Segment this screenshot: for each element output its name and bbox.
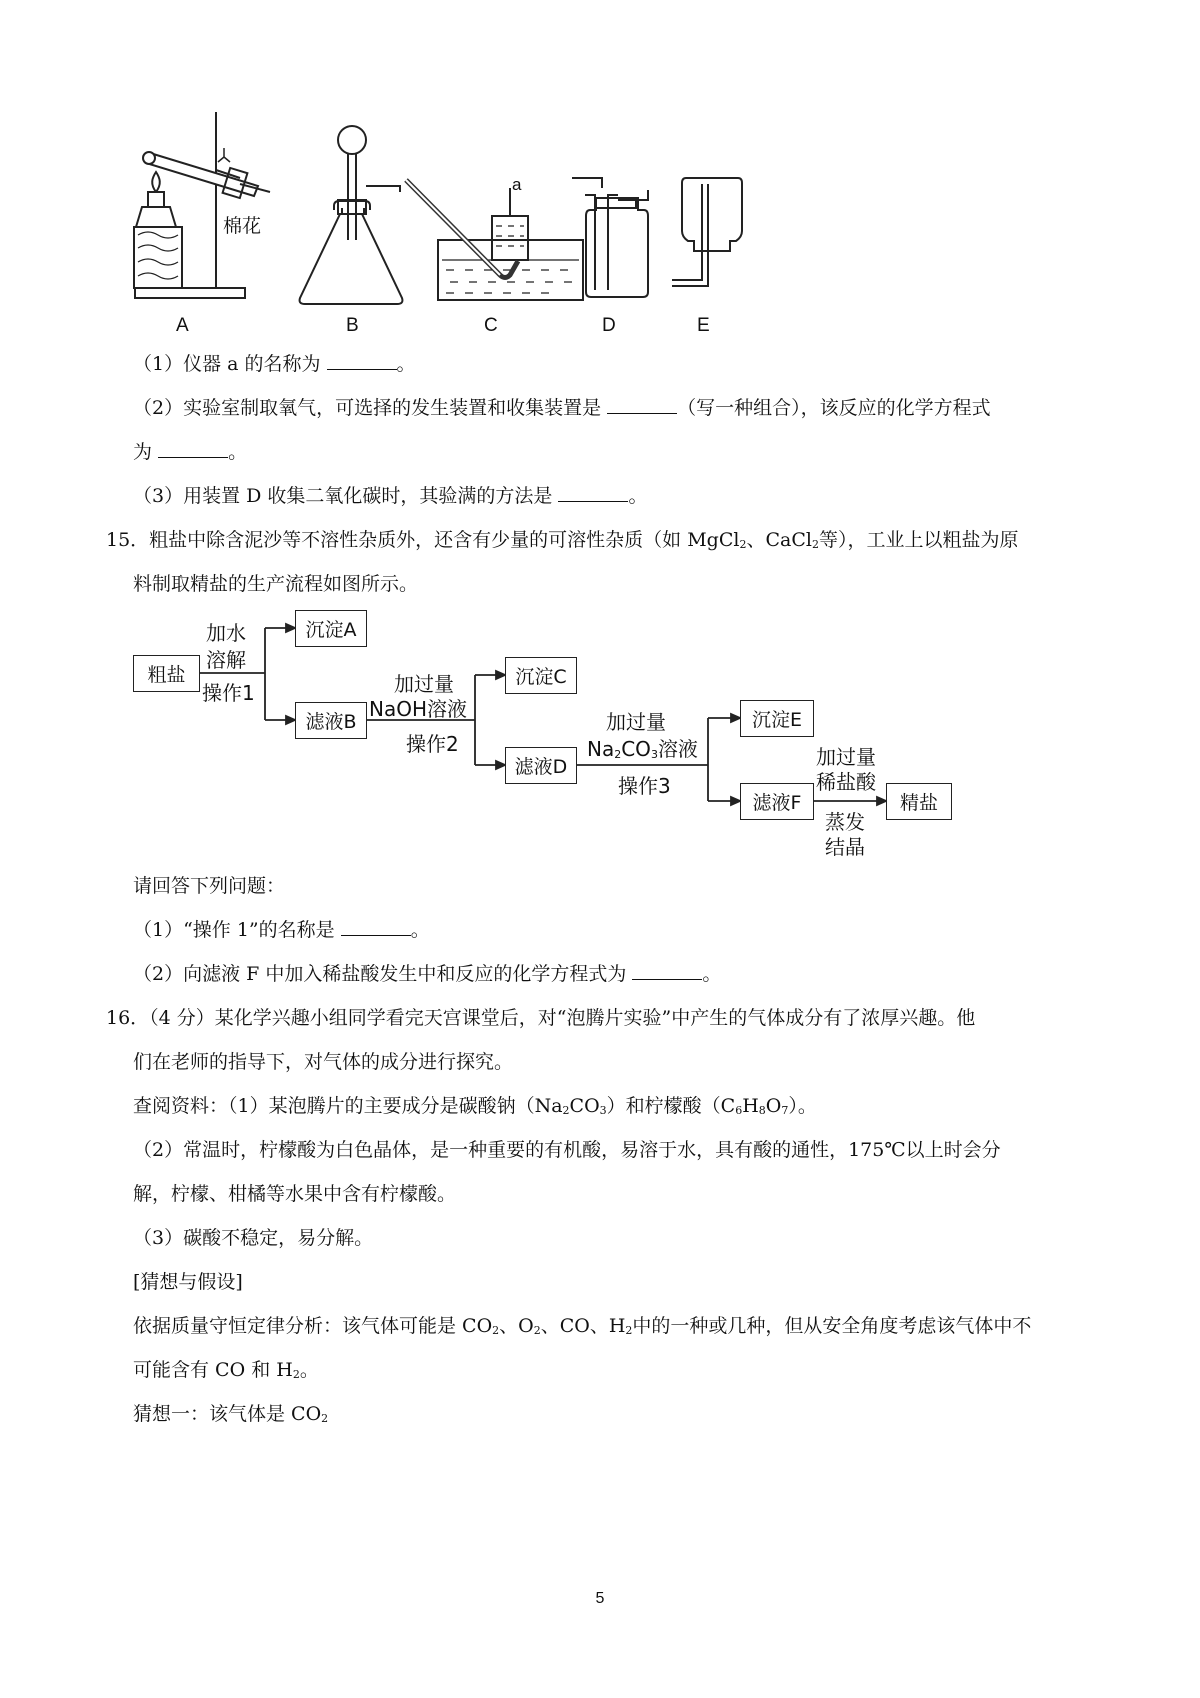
page-number: 5: [595, 1590, 605, 1607]
q16-hyp1: 依据质量守恒定律分析：该气体可能是 CO2、O2、CO、H2中的一种或几种，但从安全角度考虑该气体中不: [133, 1315, 1032, 1337]
q14-part3: （3）用装置 D 收集二氧化碳时，其验满的方法是 。: [133, 485, 648, 507]
flow-op2: 操作2: [406, 732, 459, 756]
flow-filtrate-f: 滤液F: [740, 783, 814, 820]
q15-part2: （2）向滤液 F 中加入稀盐酸发生中和反应的化学方程式为 。: [133, 963, 722, 985]
apparatus-a: [134, 112, 270, 298]
q16-hyp2: 可能含有 CO 和 H2。: [133, 1359, 319, 1381]
flow-filtrate-b: 滤液B: [295, 702, 367, 739]
answer-blank[interactable]: [158, 441, 228, 458]
q16-ref2a: （2）常温时，柠檬酸为白色晶体，是一种重要的有机酸，易溶于水，具有酸的通性，175℃以上时会分: [133, 1139, 1001, 1161]
answer-blank[interactable]: [632, 963, 702, 980]
flow-precip-c: 沉淀C: [505, 657, 577, 694]
answer-blank[interactable]: [341, 919, 411, 936]
q16-ref3: （3）碳酸不稳定，易分解。: [133, 1227, 374, 1249]
apparatus-label-a: A: [176, 315, 189, 336]
apparatus-b: [300, 126, 403, 304]
flow-refined-salt: 精盐: [886, 783, 952, 820]
apparatus-label-e: E: [697, 315, 710, 336]
q16-line2: 们在老师的指导下，对气体的成分进行探究。: [133, 1051, 514, 1073]
apparatus-label-c: C: [484, 315, 498, 336]
flow-naoh: NaOH溶液: [369, 697, 467, 721]
q14-part1: （1）仪器 a 的名称为 。: [133, 353, 416, 375]
q15-part1: （1）“操作 1”的名称是 。: [133, 919, 430, 941]
flow-excess1: 加过量: [394, 672, 454, 696]
flow-precip-a: 沉淀A: [295, 610, 367, 647]
flow-evap: 蒸发: [825, 810, 865, 834]
apparatus-c: [406, 180, 583, 300]
q15-ask: 请回答下列问题：: [133, 875, 286, 897]
flow-cryst: 结晶: [825, 835, 865, 859]
flow-hcl: 稀盐酸: [816, 770, 876, 794]
q15-line1: 15．粗盐中除含泥沙等不溶性杂质外，还含有少量的可溶性杂质（如 MgCl2、CaCl2等），工业上以粗盐为原: [106, 529, 1019, 551]
q16-hyp-title: [猜想与假设]: [133, 1271, 243, 1293]
answer-blank[interactable]: [558, 485, 628, 502]
flow-filtrate-d: 滤液D: [505, 747, 577, 784]
q14-part2b: 为 。: [133, 441, 248, 463]
flow-excess2: 加过量: [606, 710, 666, 734]
apparatus-figure: [120, 100, 760, 310]
q15-line2: 料制取精盐的生产流程如图所示。: [133, 573, 419, 595]
apparatus-label-b: B: [346, 315, 359, 336]
flow-precip-e: 沉淀E: [740, 700, 814, 737]
flow-op3: 操作3: [618, 774, 671, 798]
apparatus-e: [672, 178, 742, 286]
flow-excess3: 加过量: [816, 745, 876, 769]
flow-crude-salt: 粗盐: [133, 655, 200, 692]
answer-blank[interactable]: [327, 353, 397, 370]
q14-part2a: （2）实验室制取氧气，可选择的发生装置和收集装置是 （写一种组合），该反应的化学方程式: [133, 397, 991, 419]
apparatus-label-d: D: [602, 315, 616, 336]
q16-ref2b: 解，柠檬、柑橘等水果中含有柠檬酸。: [133, 1183, 457, 1205]
flow-na2co3: Na2CO3溶液: [587, 737, 698, 761]
q16-ref1: 查阅资料：（1）某泡腾片的主要成分是碳酸钠（Na2CO3）和柠檬酸（C6H8O7）。: [133, 1095, 817, 1117]
instrument-a-label: a: [512, 175, 522, 194]
flow-op1: 操作1: [202, 681, 255, 705]
answer-blank[interactable]: [607, 397, 677, 414]
cotton-label: 棉花: [223, 215, 262, 237]
flow-add-water: 加水: [206, 621, 246, 645]
flow-dissolve: 溶解: [206, 648, 246, 672]
q16-guess1: 猜想一：该气体是 CO2: [133, 1403, 329, 1425]
q16-line1: 16．（4 分）某化学兴趣小组同学看完天宫课堂后，对“泡腾片实验”中产生的气体成分有了浓厚兴趣。他: [106, 1007, 976, 1029]
